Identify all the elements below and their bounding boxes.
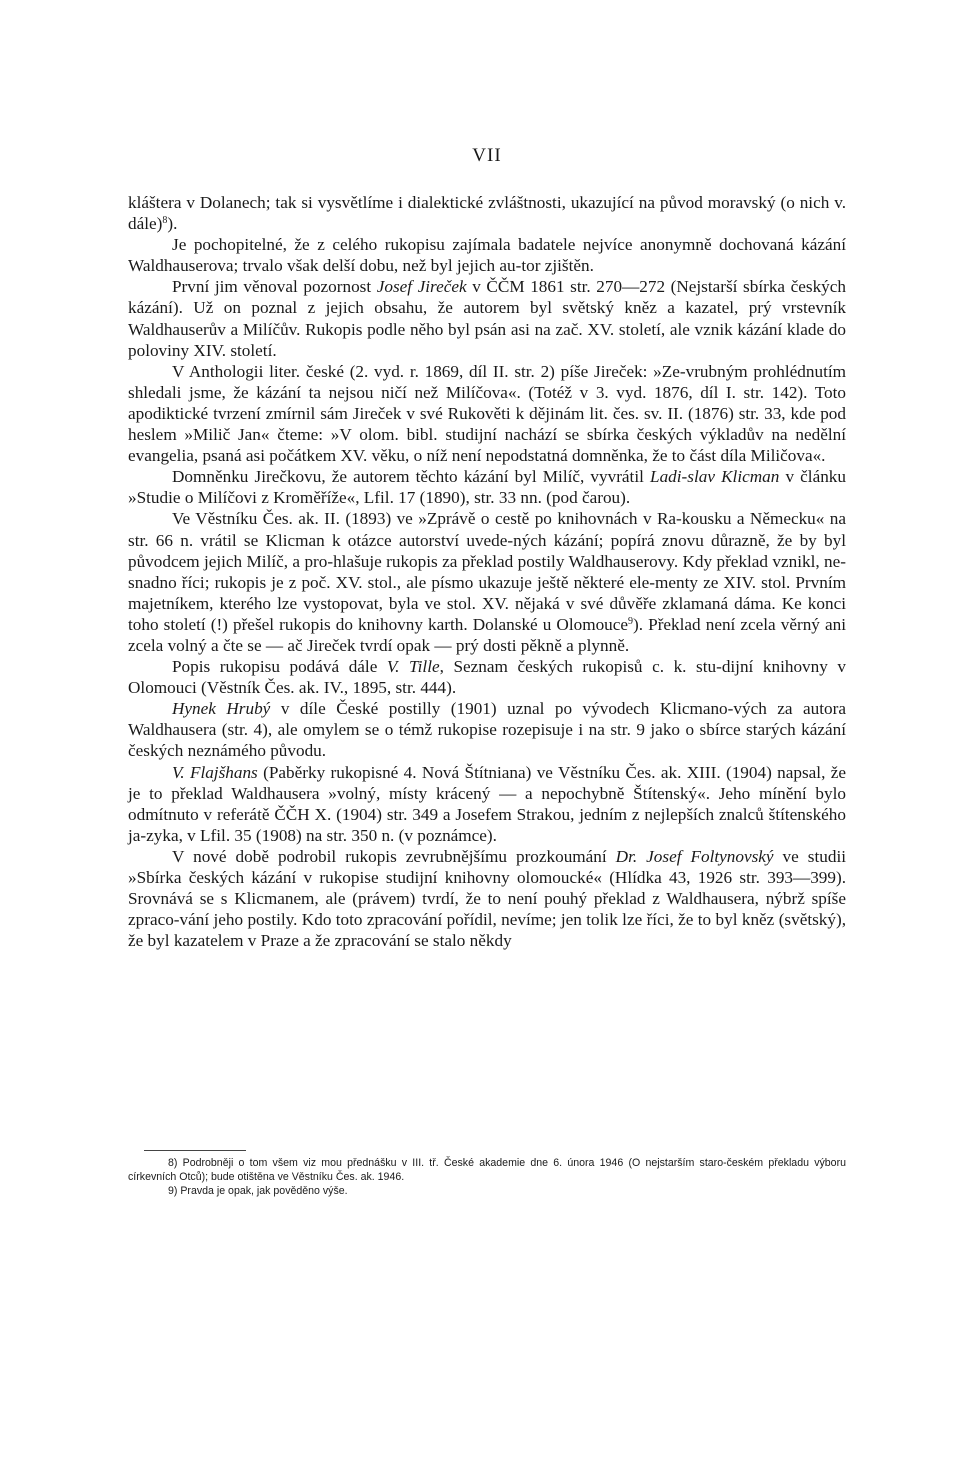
text-run: v díle České postilly (1901) uznal po vývodech Klicmano-vých za autora Waldhausera (str. 4), ale omylem se o témž rukopise rozepisuje i na str. 9 jako o sbírce starých kázání českých neznámého původu. xyxy=(128,699,847,761)
book-page xyxy=(128,0,846,1468)
footnotes xyxy=(128,1156,846,1198)
paragraph xyxy=(128,846,846,951)
paragraph xyxy=(128,276,846,360)
text-run: ). xyxy=(167,214,178,234)
footnote-ref: 9 xyxy=(628,615,634,627)
paragraph xyxy=(128,656,846,698)
paragraph xyxy=(128,698,846,761)
text-run: (Paběrky rukopisné 4. Nová Štítniana) ve Věstníku Čes. ak. XIII. (1904) napsal, že je to překlad Waldhausera »volný, místy krácený — a nepochybně Štítenský«. Jeho mínění bylo odmítnuto v referátě ČČH X. (1904) str. 349 a Josefem Strakou, jedním z nejlepších znalců štítenského ja-zyka, v Lfil. 35 (1908) na str. 350 n. (v poznámce). xyxy=(128,762,846,845)
italic-name: V. Tille xyxy=(386,657,440,677)
paragraph xyxy=(128,466,846,508)
paragraph xyxy=(128,192,846,234)
paragraph xyxy=(128,762,846,846)
paragraph xyxy=(128,234,846,276)
text-run: v článku »Studie o Milíčovi z Kroměříže«, Lfil. 17 (1890), str. 33 nn. (pod čarou). xyxy=(128,467,846,508)
text-run: Ve Věstníku Čes. ak. II. (1893) ve »Zprávě o cestě po knihovnách v Ra-kousku a Německu« na str. 66 n. vrátil se Klicman k otázce autorství uvede-ných kázání; popírá znovu důrazně, že by byl původcem jejich Milíč, a pro-hlašuje rukopis za překlad postily Waldhauserovy. Kdy překlad vznikl, ne-snadno říci; rukopis je z poč. XV. stol., ale písmo ukazuje ještě některé ele-menty ze XIV. stol. Prvním majetníkem, kterého lze vystopovat, byla ve stol. XV. nějaká v své důvěře zklamaná dáma. Ke konci toho století (!) přešel rukopis do knihovny karth. Dolanské u Olomouce xyxy=(128,509,846,634)
text-run: Domněnku Jirečkovu, že autorem těchto kázání byl Milíč, vyvrátil xyxy=(172,467,651,487)
main-text xyxy=(128,192,846,951)
text-run: Je pochopitelné, že z celého rukopisu zajímala badatele nejvíce anonymně dochovaná kázání Waldhauserova; trvalo však delší dobu, než byl jejich au-tor zjištěn. xyxy=(128,235,846,276)
italic-name: Josef Jireček xyxy=(376,277,467,297)
italic-name: Ladi-slav Klicman xyxy=(650,467,780,487)
footnote-divider xyxy=(144,1150,246,1151)
paragraph xyxy=(128,361,846,466)
text-run: ve studii »Sbírka českých kázání v rukopise studijní knihovny olomoucké« (Hlídka 43, 1926 str. 393—399). Srovnává se s Klicmanem, ale (právem) tvrdí, že to není pouhý překlad z Waldhausera, nýbrž spíše zpraco-vání jeho postily. Kdo toto zpracování pořídil, nevíme; jen tolik lze říci, že to byl kněz (světský), že byl kazatelem v Praze a že zpracování se stalo někdy xyxy=(128,846,846,951)
text-run: V Anthologii liter. české (2. vyd. r. 1869, díl II. str. 2) píše Jireček: »Ze-vrubným prohlédnutím shledali jsme, že kázání ta nejsou ničí než Milíčova«. (Totéž v 3. vyd. 1876, díl I. str. 142). Toto apodiktické tvrzení zmírnil sám Jireček v své Rukověti k dějinám lit. čes. sv. II. (1876) str. 33, kde pod heslem »Milič Jan« čteme: »V olom. bibl. studijní nachází se sbírka českých výkladův na nedělní evangelia, psaná asi počátkem XV. věku, o níž není nepodstatná domněnka, že to část díla Miličova«. xyxy=(128,361,846,466)
italic-name: V. Flajšhans xyxy=(172,762,258,782)
text-run: Popis rukopisu podává dále xyxy=(172,657,387,677)
footnote-ref: 8 xyxy=(162,215,168,227)
text-run: První jim věnoval pozornost xyxy=(172,277,377,297)
text-run: ). Překlad není zcela věrný ani zcela volný a čte se — ač Jireček tvrdí opak — prý dosti pěkně a plynně. xyxy=(128,614,846,655)
italic-name: Dr. Josef Foltynovský xyxy=(615,846,774,866)
text-run: kláštera v Dolanech; tak si vysvětlíme i dialektické zvláštnosti, ukazující na původ moravský (o nich v. dále) xyxy=(128,193,846,234)
text-run: v ČČM 1861 str. 270—272 (Nejstarší sbírka českých kázání). Už on poznal z jejich obsahu, že autorem byl světský kněz a kazatel, prý vrstevník Waldhauserův a Milíčův. Rukopis podle něho byl psán asi na zač. XV. století, ale vznik kázání klade do poloviny XIV. století. xyxy=(128,277,846,360)
footnote: 8) Podrobněji o tom všem viz mou přednášku v III. tř. České akademie dne 6. února 1946 (O nejstarším staro-českém překladu výboru církevních Otců); bude otištěna ve Věstníku Čes. ak. 1946. xyxy=(128,1157,846,1183)
paragraph xyxy=(128,508,846,656)
footnote: 9) Pravda je opak, jak pověděno výše. xyxy=(168,1185,348,1197)
text-run: V nové době podrobil rukopis zevrubnějšímu prozkoumání xyxy=(172,846,616,866)
text-run: , Seznam českých rukopisů c. k. stu-dijní knihovny v Olomouci (Věstník Čes. ak. IV., 1895, str. 444). xyxy=(128,657,846,698)
italic-name: Hynek Hrubý xyxy=(172,699,271,719)
page-number: VII xyxy=(472,145,502,166)
